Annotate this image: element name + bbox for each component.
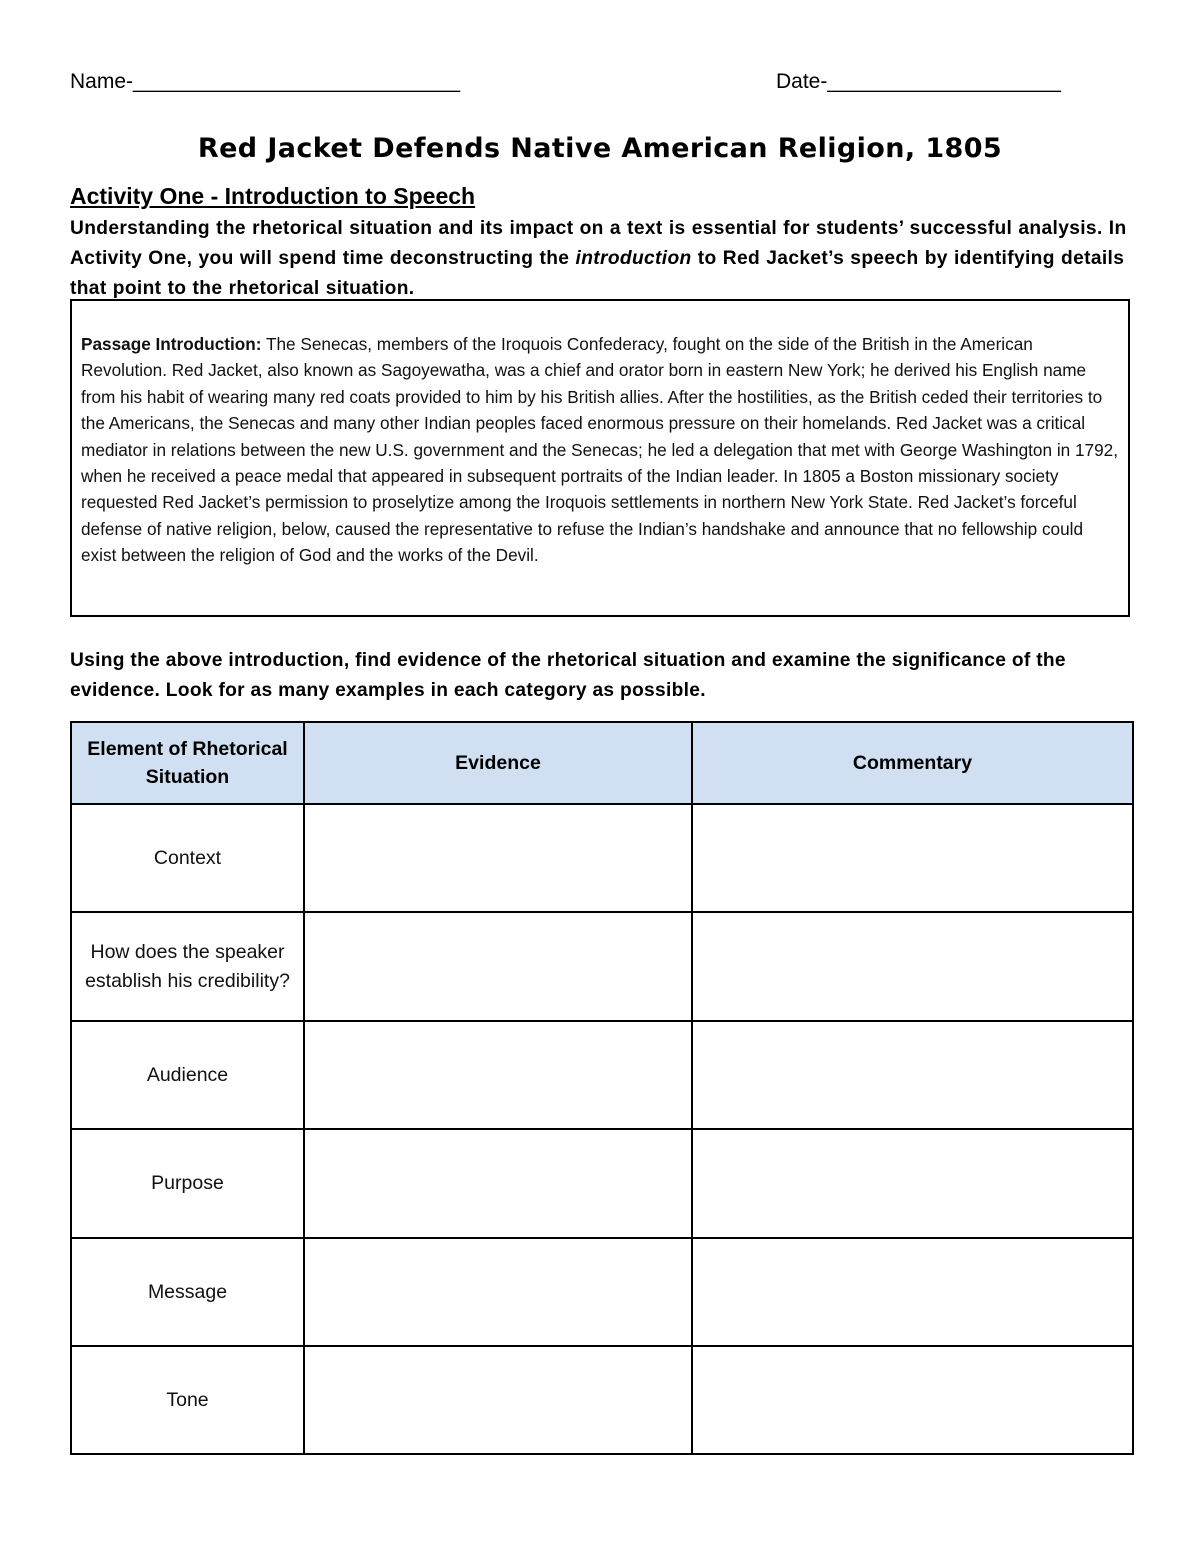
element-cell-message: Message bbox=[71, 1238, 304, 1346]
commentary-cell[interactable] bbox=[692, 1021, 1133, 1129]
commentary-cell[interactable] bbox=[692, 804, 1133, 912]
activity-heading: Activity One - Introduction to Speech bbox=[70, 183, 476, 209]
activity-intro bbox=[70, 214, 1140, 304]
evidence-cell[interactable] bbox=[304, 1346, 692, 1454]
commentary-cell[interactable] bbox=[692, 1129, 1133, 1238]
table-row bbox=[71, 1021, 1133, 1129]
table-row bbox=[71, 1129, 1133, 1238]
passage-text bbox=[81, 331, 1121, 569]
table-row bbox=[71, 912, 1133, 1021]
intro-text-part2: to Red Jacket’s speech by identifying details that point to the rhetorical situation. bbox=[70, 248, 1125, 299]
rhetorical-situation-table bbox=[70, 721, 1134, 1455]
table-header-row bbox=[71, 722, 1133, 804]
column-header-commentary: Commentary bbox=[692, 722, 1133, 804]
commentary-cell[interactable] bbox=[692, 1346, 1133, 1454]
date-field-line[interactable]: Date-____________________ bbox=[776, 70, 1061, 93]
intro-emphasis: introduction bbox=[575, 248, 692, 269]
passage-body: The Senecas, members of the Iroquois Confederacy, fought on the side of the British in the American Revolution. Red Jacket, also known as Sagoyewatha, was a chief and orator born in eastern New York; he derived his English name from his habit of wearing many red coats provided to him by his British allies. After the hostilities, as the British ceded their territories to the Americans, the Senecas and many other Indian peoples faced enormous pressure on their homelands. Red Jacket was a critical mediator in relations between the new U.S. government and the Senecas; he led a delegation that met with George Washington in 1792, when he received a peace medal that appeared in subsequent portraits of the Indian leader. In 1805 a Boston missionary society requested Red Jacket’s permission to proselytize among the Iroquois settlements in northern New York State. Red Jacket’s forceful defense of native religion, below, caused the representative to refuse the Indian’s handshake and announce that no fellowship could exist between the religion of God and the works of the Devil. bbox=[81, 334, 1118, 566]
element-cell-purpose: Purpose bbox=[71, 1129, 304, 1238]
evidence-cell[interactable] bbox=[304, 1129, 692, 1238]
element-cell-audience: Audience bbox=[71, 1021, 304, 1129]
evidence-cell[interactable] bbox=[304, 912, 692, 1021]
column-header-evidence: Evidence bbox=[304, 722, 692, 804]
passage-box bbox=[70, 299, 1130, 617]
element-cell-context: Context bbox=[71, 804, 304, 912]
element-cell-tone: Tone bbox=[71, 1346, 304, 1454]
name-field-line[interactable]: Name-____________________________ bbox=[70, 70, 461, 93]
element-cell-credibility: How does the speaker establish his credibility? bbox=[71, 912, 304, 1021]
passage-label: Passage Introduction: bbox=[81, 334, 262, 354]
table-row bbox=[71, 1238, 1133, 1346]
table-instructions: Using the above introduction, find evidence of the rhetorical situation and examine the significance of the evidence. Look for as many examples in each category as possible. bbox=[70, 650, 1066, 701]
table-row bbox=[71, 804, 1133, 912]
intro-text-part1: Understanding the rhetorical situation and its impact on a text is essential for students’ successful analysis. In Activity One, you will spend time deconstructing the bbox=[70, 218, 1127, 269]
evidence-cell[interactable] bbox=[304, 1238, 692, 1346]
column-header-element: Element of Rhetorical Situation bbox=[71, 722, 304, 804]
evidence-cell[interactable] bbox=[304, 804, 692, 912]
commentary-cell[interactable] bbox=[692, 912, 1133, 1021]
page-title: Red Jacket Defends Native American Religion, 1805 bbox=[197, 133, 1003, 164]
table-row bbox=[71, 1346, 1133, 1454]
evidence-cell[interactable] bbox=[304, 1021, 692, 1129]
commentary-cell[interactable] bbox=[692, 1238, 1133, 1346]
